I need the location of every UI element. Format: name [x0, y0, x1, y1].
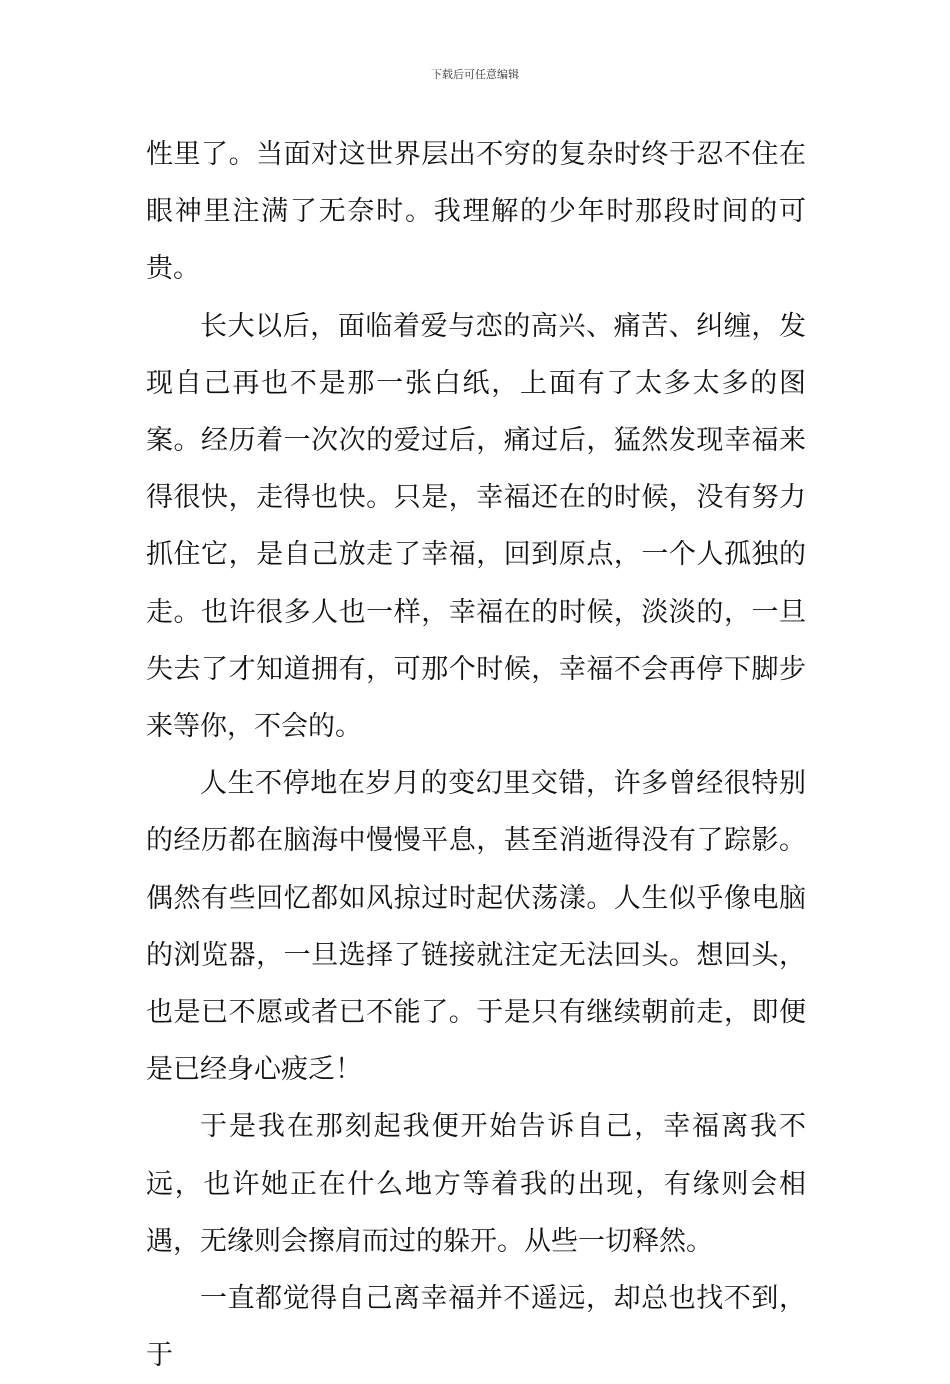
body-text	[146, 126, 806, 1384]
paragraph-2: 长大以后，面临着爱与恋的高兴、痛苦、纠缠，发现自己再也不是那一张白纸，上面有了太多太多的图案。经历着一次次的爱过后，痛过后，猛然发现幸福来得很快，走得也快。只是，幸福还在的时候，没有努力抓住它，是自己放走了幸福，回到原点，一个人孤独的走。也许很多人也一样，幸福在的时候，淡淡的，一旦失去了才知道拥有，可那个时候，幸福不会再停下脚步来等你，不会的。	[146, 310, 806, 743]
paragraph-1: 性里了。当面对这世界层出不穷的复杂时终于忍不住在眼神里注满了无奈时。我理解的少年时那段时间的可贵。	[146, 139, 806, 285]
paragraph-5: 一直都觉得自己离幸福并不遥远，却总也找不到，于	[146, 1283, 806, 1372]
page-header: 下载后可任意编辑	[431, 68, 519, 81]
paragraph-3: 人生不停地在岁月的变幻里交错，许多曾经很特别的经历都在脑海中慢慢平息，甚至消逝得没有了踪影。偶然有些回忆都如风掠过时起伏荡漾。人生似乎像电脑的浏览器，一旦选择了链接就注定无法回头。想回头，也是已不愿或者已不能了。于是只有继续朝前走，即便是已经身心疲乏！	[146, 768, 806, 1086]
paragraph-4: 于是我在那刻起我便开始告诉自己，幸福离我不远，也许她正在什么地方等着我的出现，有缘则会相遇，无缘则会擦肩而过的躲开。从些一切释然。	[146, 1111, 806, 1257]
